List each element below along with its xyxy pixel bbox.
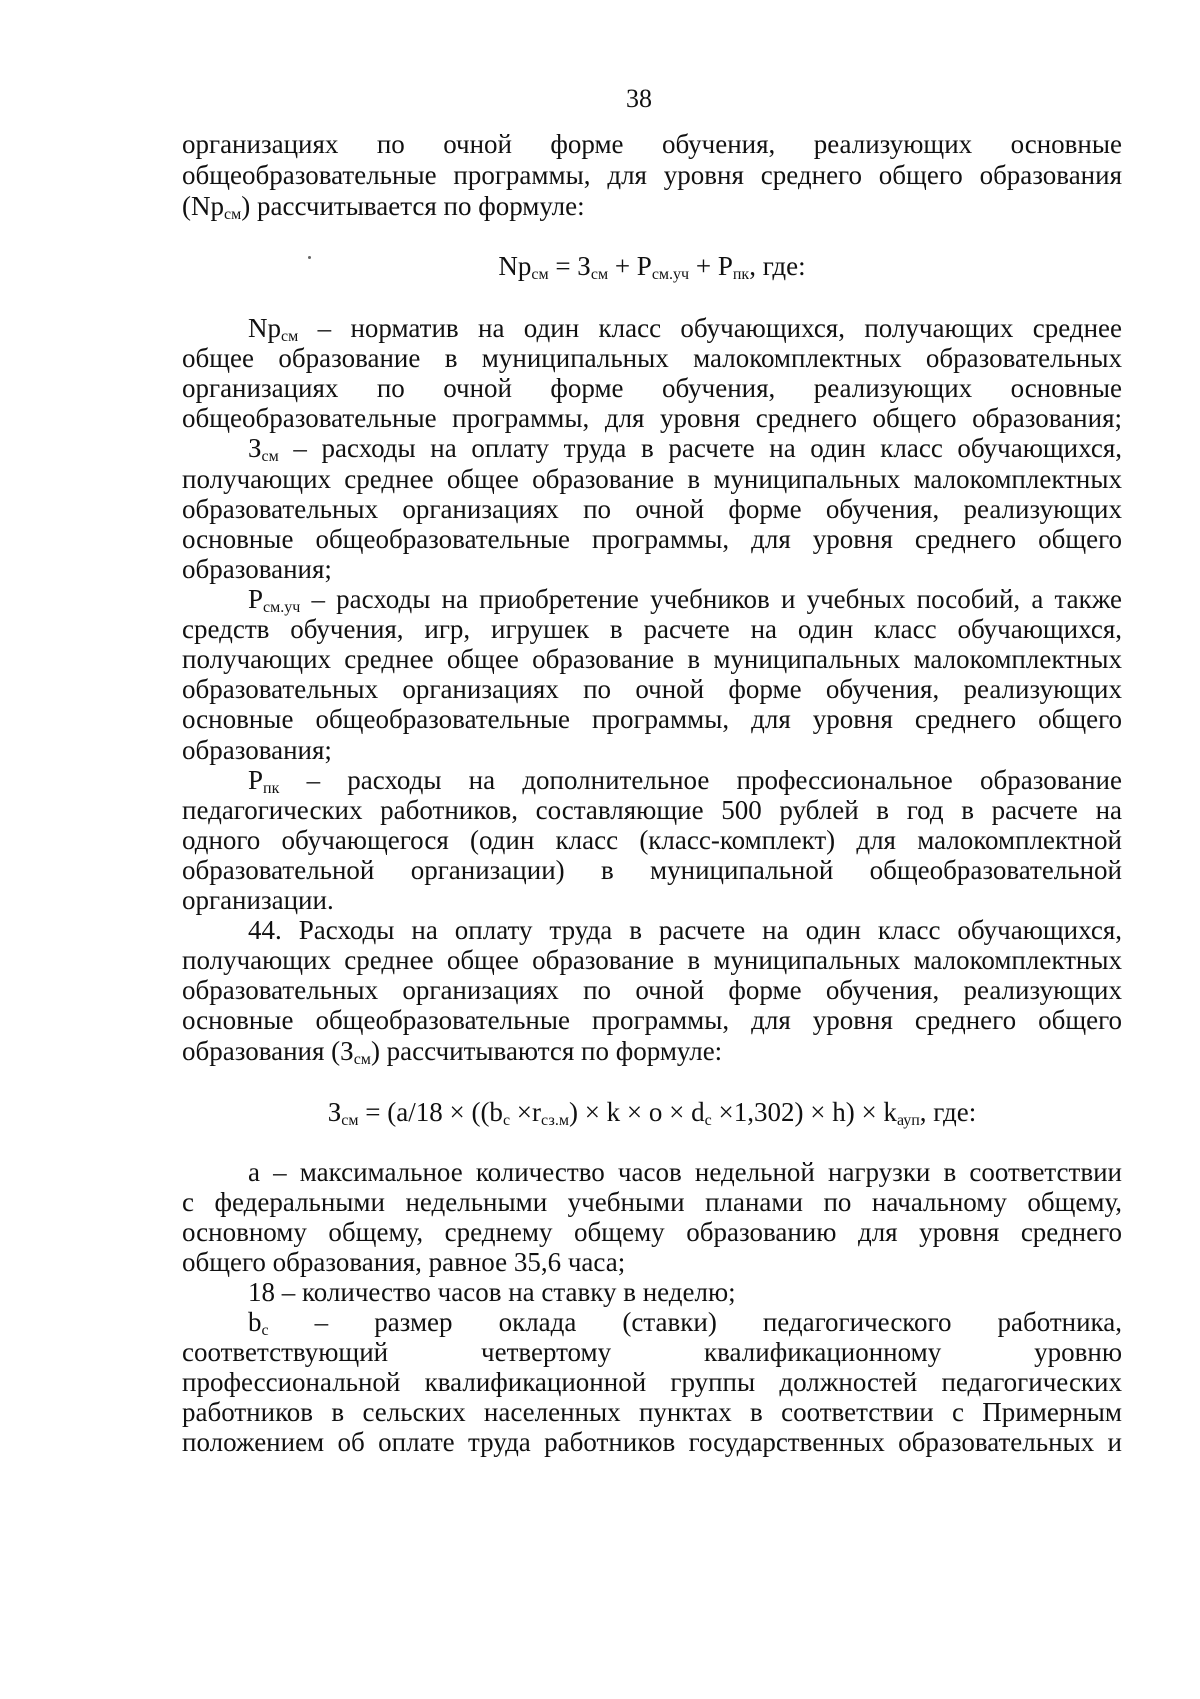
text-line: основные общеобразовательные программы, для уровня среднего общего bbox=[182, 704, 1122, 734]
text-line: организации. bbox=[182, 885, 334, 915]
text-line: с федеральными недельными учебными планами по начальному общему, bbox=[182, 1187, 1122, 1217]
text-line: 18 – количество часов на ставку в неделю; bbox=[248, 1277, 736, 1307]
text-line: $Р_{см.уч}$ – расходы на приобретение учебников и учебных пособий, а также bbox=[248, 584, 1122, 616]
text-line: соответствующий четвертому квалификационному уровню bbox=[182, 1337, 1122, 1367]
text-line: получающих среднее общее образование в муниципальных малокомплектных bbox=[182, 945, 1122, 975]
text-line: образования; bbox=[182, 554, 332, 584]
text-line: общеобразовательные программы, для уровня среднего общего образования; bbox=[182, 403, 1122, 433]
text-line: получающих среднее общее образование в муниципальных малокомплектных bbox=[182, 644, 1122, 674]
text-line: образования $(З_{см})$ рассчитываются по формуле: bbox=[182, 1036, 723, 1068]
text-line: образовательной организации) в муниципальной общеобразовательной bbox=[182, 855, 1122, 885]
text-line: получающих среднее общее образование в муниципальных малокомплектных bbox=[182, 464, 1122, 494]
text-line: образовательных организациях по очной форме обучения, реализующих bbox=[182, 494, 1122, 524]
text-line: организациях по очной форме обучения, реализующих основные bbox=[182, 373, 1122, 403]
text-line: общее образование в муниципальных малокомплектных образовательных bbox=[182, 343, 1122, 373]
text-line: основные общеобразовательные программы, для уровня среднего общего bbox=[182, 524, 1122, 554]
text-line: организациях по очной форме обучения, реализующих основные bbox=[182, 129, 1122, 159]
text-line: $(Np_{см})$ рассчитывается по формуле: bbox=[182, 191, 585, 223]
text-line: педагогических работников, составляющие 500 рублей в год в расчете на bbox=[182, 795, 1122, 825]
formula-np: $Np_{см} = З_{см} + Р_{см.уч} + Р_{пк}$, где: bbox=[498, 251, 806, 283]
text-line: образовательных организациях по очной форме обучения, реализующих bbox=[182, 975, 1122, 1005]
text-line: работников в сельских населенных пунктах в соответствии с Примерным bbox=[182, 1397, 1122, 1427]
text-line: профессиональной квалификационной группы должностей педагогических bbox=[182, 1367, 1122, 1397]
text-line: общеобразовательные программы, для уровня среднего общего образования bbox=[182, 160, 1122, 190]
text-line: одного обучающегося (один класс (класс-комплект) для малокомплектной bbox=[182, 825, 1122, 855]
text-line: 44. Расходы на оплату труда в расчете на один класс обучающихся, bbox=[248, 915, 1122, 945]
text-line: образования; bbox=[182, 735, 332, 765]
text-line: а – максимальное количество часов недельной нагрузки в соответствии bbox=[248, 1157, 1122, 1187]
text-line: $З_{см}$ – расходы на оплату труда в расчете на один класс обучающихся, bbox=[248, 433, 1122, 465]
text-line: основные общеобразовательные программы, для уровня среднего общего bbox=[182, 1005, 1122, 1035]
text-line: $Np_{см}$ – норматив на один класс обучающихся, получающих среднее bbox=[248, 313, 1122, 345]
text-line: основному общему, среднему общему образованию для уровня среднего bbox=[182, 1217, 1122, 1247]
text-line: общего образования, равное 35,6 часа; bbox=[182, 1247, 626, 1277]
text-line: средств обучения, игр, игрушек в расчете на один класс обучающихся, bbox=[182, 614, 1122, 644]
formula-z: $З_{см} = (а/18 \times ((b_с \times r_{сз.м}) \times k \times о \times d_с \times 1,302) \times h) \times k_{ауп}$, где: bbox=[327, 1097, 977, 1129]
text-line: образовательных организациях по очной форме обучения, реализующих bbox=[182, 674, 1122, 704]
text-line: положением об оплате труда работников государственных образовательных и bbox=[182, 1427, 1122, 1457]
page-number: 38 bbox=[626, 84, 652, 113]
text-line: $b_с$ – размер оклада (ставки) педагогического работника, bbox=[248, 1307, 1122, 1339]
text-line: $Р_{пк}$ – расходы на дополнительное профессиональное образование bbox=[248, 765, 1122, 797]
